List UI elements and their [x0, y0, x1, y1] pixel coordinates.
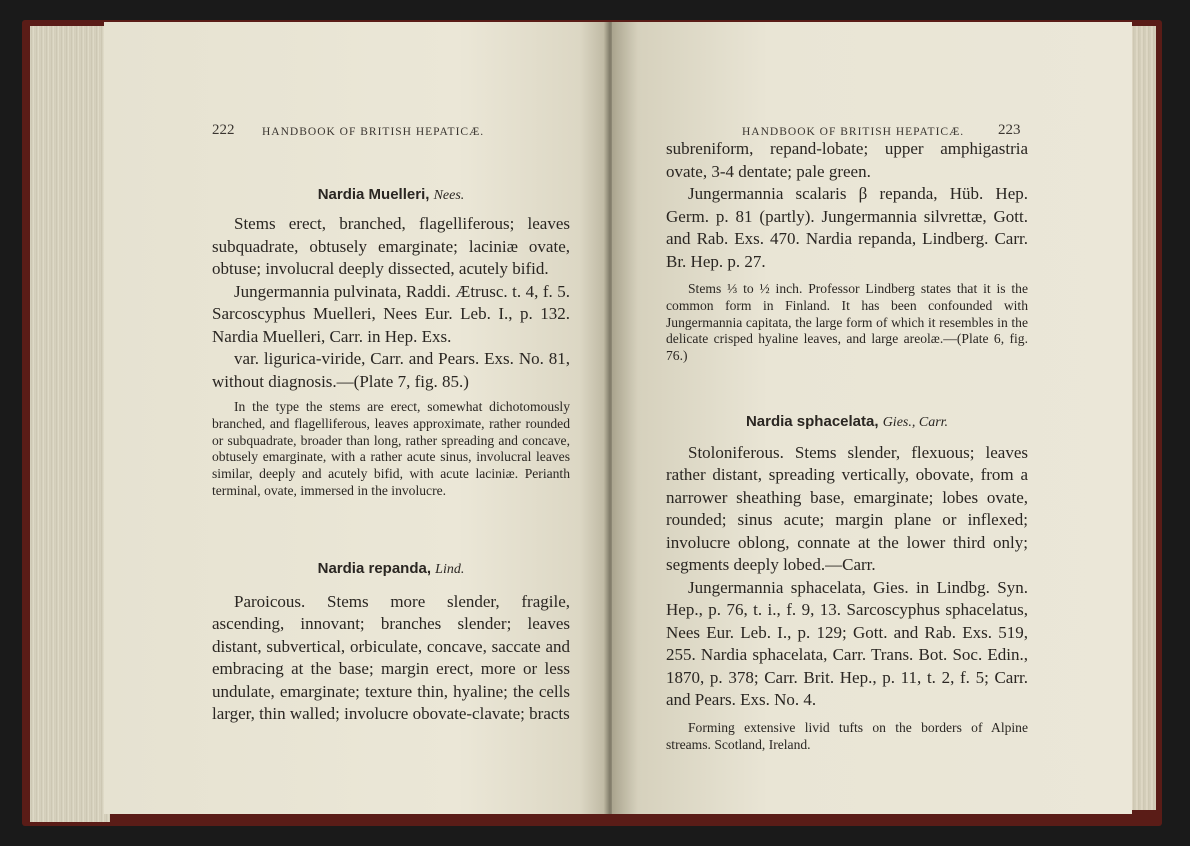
species-notes: Stems ⅓ to ½ inch. Professor Lindberg states that it is the common form in Finland. It has been confounded with Jungermannia capitata, the large form of which it resembles in the delicate crisped hyaline leaves, and large areolæ.—(Plate 6, fig. 76.)	[666, 281, 1028, 364]
species-name: Nardia Muelleri,	[317, 186, 430, 203]
right-text-column	[666, 138, 1028, 754]
left-page	[104, 22, 610, 814]
species-synonymy: Jungermannia scalaris β repanda, Hüb. Hep. Germ. p. 81 (partly). Jungermannia silvrettæ, Gott. and Rab. Exs. 470. Nardia repanda, Lindberg. Carr. Br. Hep. p. 27.	[666, 184, 1028, 271]
right-page	[612, 22, 1132, 814]
description-continuation: subreniform, repand-lobate; upper amphigastria ovate, 3-4 dentate; pale green.	[666, 139, 1028, 181]
page-number: 223	[998, 122, 1021, 138]
species-notes: In the type the stems are erect, somewhat dichotomously branched, and flagelliferous, leaves approximate, rather rounded or subquadrate, broader than long, rather spreading and concave, obtusely emarginate, with a rather acute sinus, involucral leaves similar, deeply and acutely bifid, with acute laciniæ. Perianth terminal, ovate, immersed in the involucre.	[212, 399, 570, 498]
species-synonymy: Jungermannia sphacelata, Gies. in Lindbg. Syn. Hep., p. 76, t. i., f. 9, 13. Sarcoscyphus sphacelatus, Nees Eur. Leb. I., p. 129; Gott. and Rab. Exs. 519, 255. Nardia sphacelata, Carr. Trans. Bot. Soc. Edin., 1870, p. 378; Carr. Brit. Hep., p. 11, t. 2, f. 5; Carr. and Pears. Exs. No. 4.	[666, 577, 1028, 710]
page-number: 222	[212, 122, 235, 138]
species-heading	[212, 558, 570, 581]
species-description: Stoloniferous. Stems slender, flexuous; leaves rather distant, spreading vertically, obovate, from a narrower sheathing base, emarginate; lobes ovate, rounded; sinus acute; margin plane or inflexed; involucre oblong, connate at the lower third only; segments deeply lobed.—Carr.	[666, 442, 1028, 575]
page-edges-left	[30, 26, 110, 822]
species-author: Gies., Carr.	[882, 414, 949, 430]
species-variety: var. ligurica-viride, Carr. and Pears. Exs. No. 81, without diagnosis.—(Plate 7, fig. 85.)	[212, 349, 570, 391]
species-description: Stems erect, branched, flagelliferous; leaves subquadrate, obtusely emarginate; laciniæ ovate, obtuse; involucral deeply dissected, acutely bifid.	[212, 214, 570, 278]
species-name: Nardia repanda,	[317, 559, 431, 577]
species-author: Nees.	[433, 188, 465, 203]
species-heading	[666, 411, 1028, 434]
species-heading	[212, 184, 570, 207]
left-text-column	[212, 184, 570, 726]
species-author: Lind.	[435, 561, 465, 577]
species-habitat: Forming extensive livid tufts on the borders of Alpine streams. Scotland, Ireland.	[666, 719, 1028, 752]
species-description: Paroicous. Stems more slender, fragile, ascending, innovant; branches slender; leaves distant, subvertical, orbiculate, concave, saccate and embracing at the base; margin erect, more or less undulate, emarginate; texture thin, hyaline; the cells larger, thin walled; involucre obovate-clavate; bracts	[212, 591, 570, 724]
running-head: HANDBOOK OF BRITISH HEPATICÆ.	[742, 126, 965, 138]
species-synonymy: Jungermannia pulvinata, Raddi. Ætrusc. t. 4, f. 5. Sarcoscyphus Muelleri, Nees Eur. Leb. I., p. 132. Nardia Muelleri, Carr. in Hep. Exs.	[212, 281, 570, 346]
species-name: Nardia sphacelata,	[745, 412, 879, 430]
running-head: HANDBOOK OF BRITISH HEPATICÆ.	[262, 126, 485, 138]
